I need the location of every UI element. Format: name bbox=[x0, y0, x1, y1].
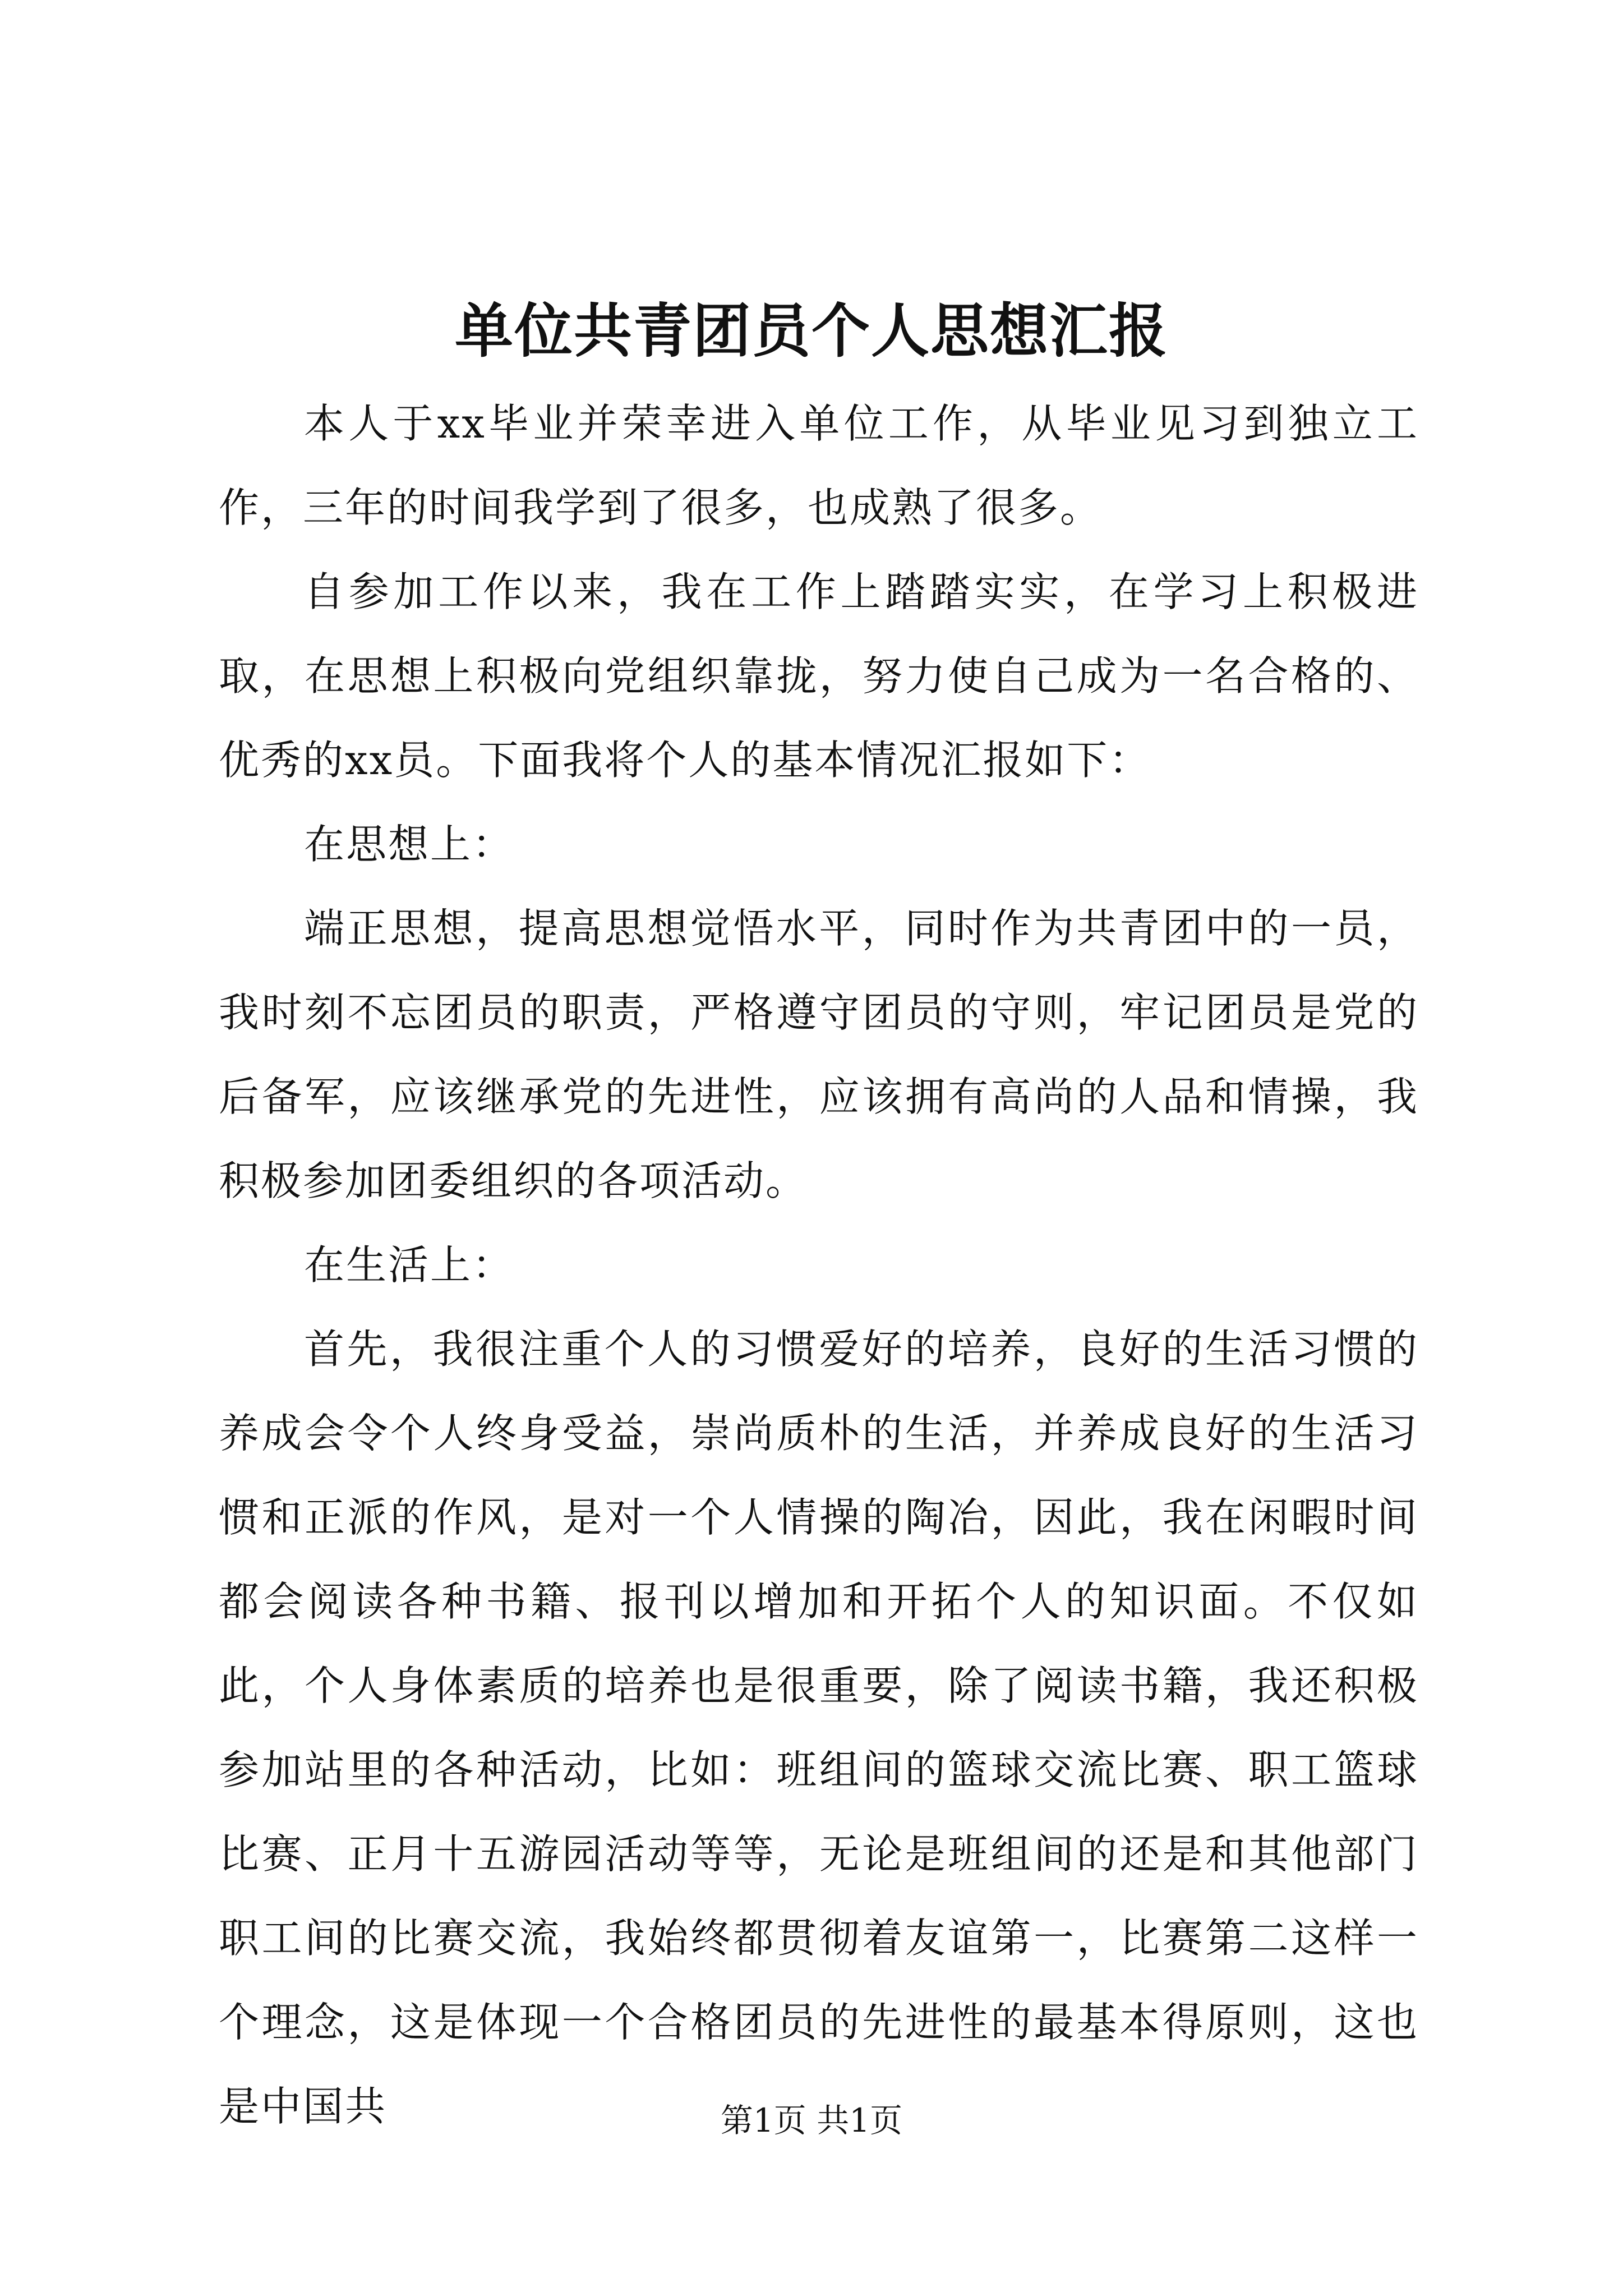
document-title: 单位共青团员个人思想汇报 bbox=[454, 296, 1168, 365]
section-heading-life: 在生活上： bbox=[304, 1241, 515, 1289]
paragraph-overview: 自参加工作以来，我在工作上踏踏实实，在学习上积极进取，在思想上积极向党组织靠拢，努力使自己成为一名合格的、优秀的xx员。下面我将个人的基本情况汇报如下： bbox=[219, 568, 1419, 784]
paragraph-thought: 端正思想，提高思想觉悟水平，同时作为共青团中的一员，我时刻不忘团员的职责，严格遵守团员的守则，牢记团员是党的后备军，应该继承党的先进性，应该拥有高尚的人品和情操，我积极参加团委组织的各项活动。 bbox=[219, 905, 1419, 1204]
page-footer: 第1页 共1页 bbox=[720, 2101, 903, 2139]
section-heading-thought: 在思想上： bbox=[304, 821, 515, 868]
paragraph-life: 首先，我很注重个人的习惯爱好的培养，良好的生活习惯的养成会令个人终身受益，崇尚质朴的生活，并养成良好的生活习惯和正派的作风，是对一个人情操的陶冶，因此，我在闲暇时间都会阅读各种书籍、报刊以增加和开拓个人的知识面。不仅如此，个人身体素质的培养也是很重要，除了阅读书籍，我还积极参加站里的各种活动，比如：班组间的篮球交流比赛、职工篮球比赛、正月十五游园活动等等，无论是班组间的还是和其他部门职工间的比赛交流，我始终都贯彻着友谊第一，比赛第二这样一个理念，这是体现一个合格团员的先进性的最基本得原则，这也是中国共 bbox=[219, 1326, 1419, 2130]
document-body bbox=[219, 381, 1419, 2148]
paragraph-intro: 本人于xx毕业并荣幸进入单位工作，从毕业见习到独立工作，三年的时间我学到了很多，也成熟了很多。 bbox=[219, 400, 1419, 531]
